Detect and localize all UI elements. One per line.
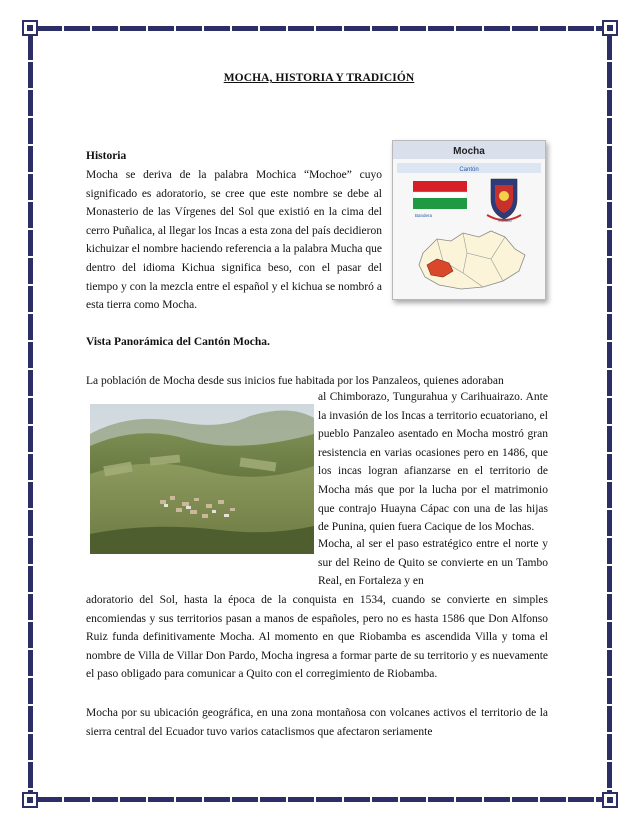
corner-ornament-icon — [22, 792, 38, 808]
vista-paragraph-line1: La población de Mocha desde sus inicios fue habitada por los Panzaleos, quienes adoraban — [86, 375, 504, 387]
canton-map-icon — [419, 231, 525, 289]
section-heading-historia: Historia — [86, 150, 127, 162]
flag-green-stripe — [413, 198, 467, 209]
flag-label: Bandera — [415, 213, 433, 218]
border-bottom — [36, 797, 604, 802]
vista-paragraph-2-side: Mocha, al ser el paso estratégico entre el norte y sur del Reino de Quito se convierte en un Tambo Real, en Fortaleza y en — [318, 538, 548, 588]
border-top — [36, 26, 604, 31]
infobox-name: Mocha — [453, 146, 485, 157]
border-left — [28, 34, 33, 794]
border-right — [607, 34, 612, 794]
panoramic-photo — [90, 404, 314, 554]
corner-ornament-icon — [602, 20, 618, 36]
section-heading-vista: Vista Panorámica del Cantón Mocha. — [86, 336, 270, 348]
flag-red-stripe — [413, 181, 467, 192]
corner-ornament-icon — [22, 20, 38, 36]
flag-white-stripe — [413, 192, 467, 198]
corner-ornament-icon — [602, 792, 618, 808]
shield-label: Escudo — [498, 218, 512, 223]
historia-paragraph: Mocha se deriva de la palabra Mochica “Mochoe” cuyo significado es adoratorio, se cree que este nombre se debe al Monasterio de las Vírgenes del Sol que existió en la cima del cerro Puñalica, al llegar los Incas a esta zona del país decidieron kichuizar el nombre haciendo referencia a la palabra Mucha que dentro del idioma Kichua significa beso, con el pasar del tiempo y con la mezcla entre el español y el kichua se nombró a esta tierra como Mocha. — [86, 169, 382, 312]
page-title: MOCHA, HISTORIA Y TRADICIÓN — [223, 72, 415, 84]
vista-paragraph-1-side: al Chimborazo, Tungurahua y Carihuairazo. Ante la invasión de los Incas a territorio ecuatoriano, el pueblo Panzaleo asentado en Mocha mostró gran resistencia en varias ocasiones pero en 1486, que los incas logran afianzarse en el territorio de Mocha más que por la lucha por el matrimonio que contrajo Huayna Cápac con una de las hijas de Punina, quien fuera Cacique de los Mochas. — [318, 391, 548, 534]
vista-paragraph-3: Mocha por su ubicación geográfica, en una zona montañosa con volcanes activos el territorio de la sierra central del Ecuador tuvo varios cataclismos que afectaron seriamente — [86, 707, 548, 738]
infobox-graphic — [393, 141, 545, 299]
infobox-subtitle: Cantón — [459, 167, 479, 173]
canton-infobox — [392, 140, 546, 300]
vista-paragraph-2-full: adoratorio del Sol, hasta la época de la conquista en 1534, cuando se convierte en simples encomiendas y sus territorios pasan a manos de españoles, pero no es hasta 1586 que Don Alfonso Ruiz funda definitivamente Mocha. Al momento en que Riobamba es ascendida Villa y toma el nombre de Villa de Villar Don Pardo, Mocha ingresa a formar parte de su territorio y es nuevamente el paso obligado para comunicar a Quito con el corregimiento de Riobamba. — [86, 594, 548, 681]
shield-icon — [487, 179, 521, 220]
